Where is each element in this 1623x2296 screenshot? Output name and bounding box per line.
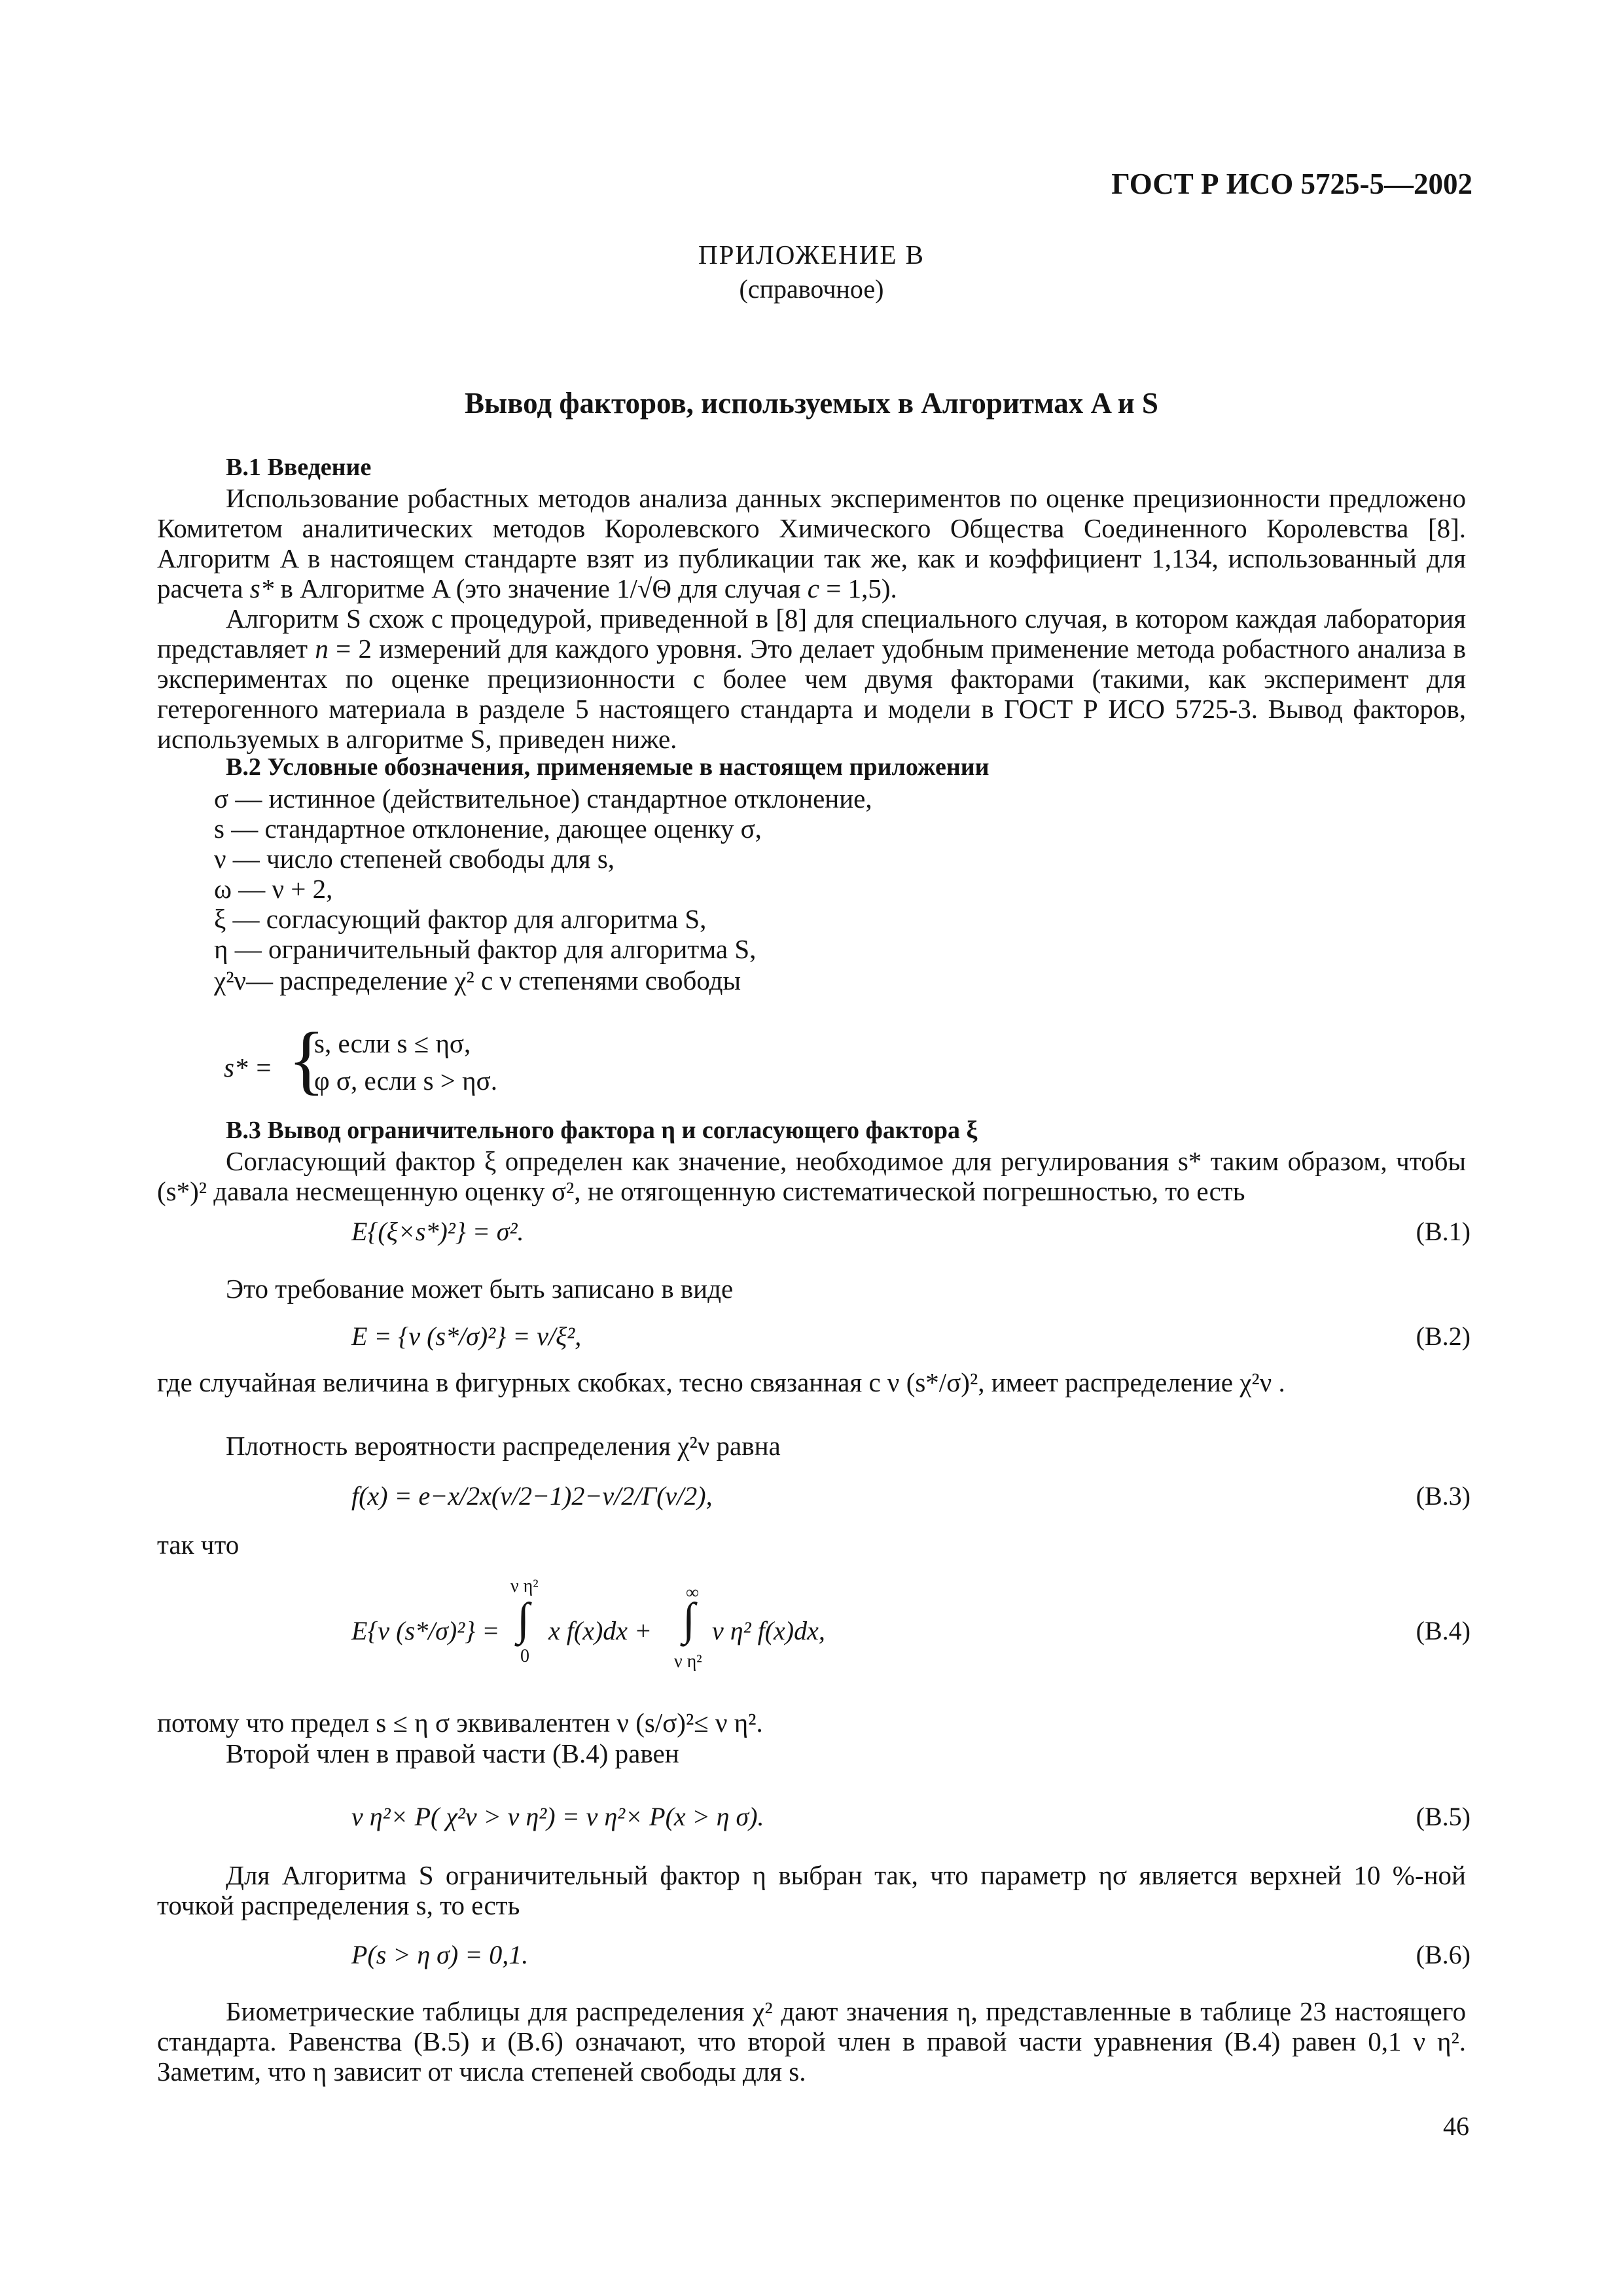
- symbol-chi-def: χ²ν— распределение χ² с ν степенями свободы: [214, 965, 741, 996]
- equation-b4-lower-limit-2: ν η²: [674, 1651, 702, 1672]
- appendix-label: ПРИЛОЖЕНИЕ B: [698, 240, 925, 270]
- equation-b2-number: (B.2): [1416, 1321, 1471, 1351]
- symbol-xi-def: ξ — согласующий фактор для алгоритма S,: [214, 904, 707, 934]
- appendix-title: Вывод факторов, используемых в Алгоритмах A и S: [465, 387, 1158, 420]
- b1-p1-text-a: Использование робастных методов анализа данных экспериментов по оценке прецизионности предложено Комитетом аналитических методов Королевского Химического Общества Соединенного Королевства [8]. Алгоритм A в настоящем стандарте взят из публикации так же, как и коэффициент 1,134, использованный для расчета: [157, 483, 1466, 603]
- equation-b4-lhs: E{ν (s*/σ)²} =: [351, 1616, 500, 1645]
- appendix-note: (справочное): [739, 274, 884, 304]
- section-b3-paragraph-8: Для Алгоритма S ограничительный фактор η выбран так, что параметр ησ является верхней 10 %-ной точкой распределения s, то есть: [157, 1860, 1466, 1920]
- b1-p1-symbol-c: c: [807, 573, 819, 603]
- symbol-sigma-def: σ — истинное (действительное) стандартное отклонение,: [214, 783, 872, 814]
- equation-b2: E = {ν (s*/σ)²} = ν/ξ²,: [351, 1321, 582, 1351]
- b1-p1-symbol-s-star: s*: [249, 573, 274, 603]
- piecewise-case-2: φ σ, если s > ησ.: [314, 1066, 497, 1096]
- piecewise-case-1: s, если s ≤ ησ,: [314, 1028, 471, 1058]
- left-brace-symbol: {: [288, 1016, 325, 1102]
- integral-sign-2: ∫: [683, 1594, 696, 1645]
- equation-b4-integrand-2: ν η² f(x)dx,: [712, 1616, 825, 1645]
- equation-b4-lower-limit-1: 0: [520, 1646, 529, 1666]
- equation-b4-upper-limit-1: ν η²: [510, 1576, 539, 1596]
- b1-p1-text-c: в Алгоритме A (это значение 1/√Θ для случая: [274, 573, 808, 603]
- equation-b4-integrand-1: x f(x)dx +: [548, 1616, 652, 1645]
- equation-b3-number: (B.3): [1416, 1481, 1471, 1511]
- section-b1-heading: B.1 Введение: [226, 454, 372, 481]
- piecewise-lhs: s* =: [224, 1052, 273, 1083]
- equation-b5: ν η²× P( χ²ν > ν η²) = ν η²× P(x > η σ).: [351, 1802, 764, 1831]
- section-b2-heading: B.2 Условные обозначения, применяемые в настоящем приложении: [226, 753, 990, 781]
- equation-b3: f(x) = e−x/2x(ν/2−1)2−ν/2/Γ(ν/2),: [351, 1481, 713, 1511]
- document-code: ГОСТ Р ИСО 5725-5—2002: [1111, 168, 1472, 200]
- page-number: 46: [1443, 2111, 1469, 2141]
- equation-b1-number: (B.1): [1416, 1217, 1471, 1246]
- symbol-omega-def: ω — ν + 2,: [214, 874, 333, 904]
- equation-b4-number: (B.4): [1416, 1616, 1471, 1645]
- section-b3-paragraph-9: Биометрические таблицы для распределения χ² дают значения η, представленные в таблице 23 настоящего стандарта. Равенства (B.5) и (B.6) означают, что второй член в правой части уравнения (B.4) равен 0,1 ν η². Заметим, что η зависит от числа степеней свободы для s.: [157, 1996, 1466, 2087]
- section-b3-heading: B.3 Вывод ограничительного фактора η и согласующего фактора ξ: [226, 1117, 978, 1144]
- section-b3-paragraph-4: Плотность вероятности распределения χ²ν равна: [226, 1431, 781, 1461]
- equation-b5-number: (B.5): [1416, 1802, 1471, 1831]
- section-b3-paragraph-6: потому что предел s ≤ η σ эквивалентен ν (s/σ)²≤ ν η².: [157, 1708, 763, 1738]
- section-b3-paragraph-1: Согласующий фактор ξ определен как значение, необходимое для регулирования s* таким образом, чтобы (s*)² давала несмещенную оценку σ², не отягощенную систематической погрешностью, то есть: [157, 1146, 1466, 1206]
- equation-b6-number: (B.6): [1416, 1940, 1471, 1969]
- section-b1-paragraph-2: [157, 603, 1466, 754]
- section-b3-paragraph-7: Второй член в правой части (B.4) равен: [226, 1738, 679, 1768]
- equation-b4-upper-limit-2: ∞: [686, 1583, 699, 1603]
- section-b1-paragraph-1: [157, 483, 1466, 603]
- section-b3-paragraph-2: Это требование может быть записано в виде: [226, 1274, 734, 1304]
- section-b3-paragraph-5: так что: [157, 1530, 240, 1560]
- b1-p2-symbol-n: n: [315, 634, 329, 664]
- symbol-s-def: s — стандартное отклонение, дающее оценку σ,: [214, 814, 762, 844]
- symbol-nu-def: ν — число степеней свободы для s,: [214, 844, 615, 874]
- symbol-eta-def: η — ограничительный фактор для алгоритма S,: [214, 934, 757, 964]
- b1-p2-text-a: Алгоритм S схож с процедурой, приведенной в [8] для специального случая, в котором каждая лаборатория представляет: [157, 603, 1466, 664]
- equation-b1: E{(ξ×s*)²} = σ².: [351, 1217, 524, 1246]
- equation-b6: P(s > η σ) = 0,1.: [351, 1940, 529, 1969]
- b1-p2-text-c: = 2 измерений для каждого уровня. Это делает удобным применение метода робастного анализа в экспериментах по оценке прецизионности с более чем двумя факторами (такими, как эксперимент для гетерогенного материала в разделе 5 настоящего стандарта и модели в ГОСТ Р ИСО 5725-3. Вывод факторов, используемых в алгоритме S, приведен ниже.: [157, 634, 1466, 754]
- integral-sign-1: ∫: [517, 1594, 530, 1645]
- b1-p1-text-e: = 1,5).: [819, 573, 897, 603]
- section-b3-paragraph-3: где случайная величина в фигурных скобках, тесно связанная с ν (s*/σ)², имеет распределение χ²ν .: [157, 1367, 1285, 1397]
